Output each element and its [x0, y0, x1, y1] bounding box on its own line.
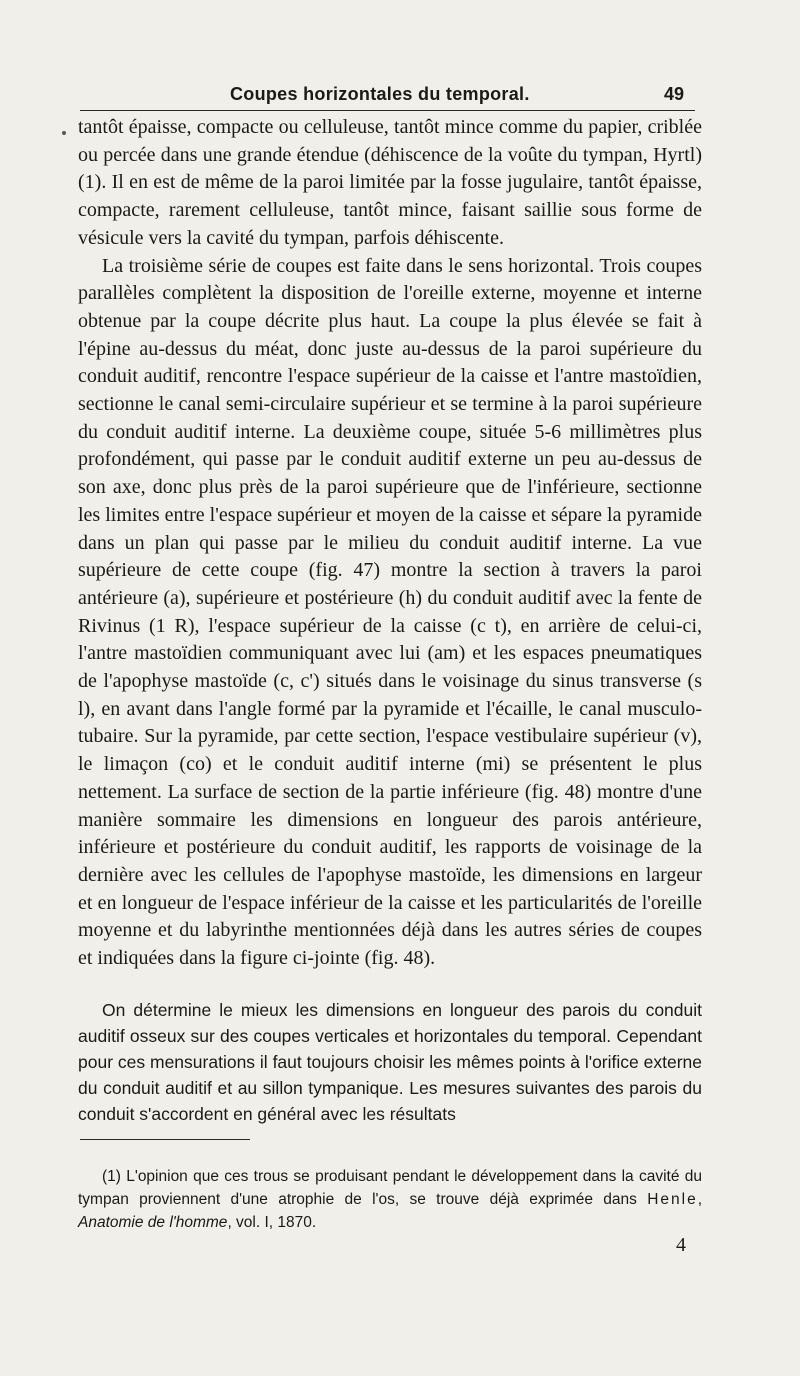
running-title: Coupes horizontales du temporal.	[230, 84, 530, 104]
footnote-source: Anatomie de l'homme	[78, 1213, 228, 1231]
signature-mark: 4	[676, 1234, 686, 1256]
main-text	[78, 114, 702, 973]
paragraph-1: tantôt épaisse, compacte ou celluleuse, tantôt mince comme du papier, criblée ou percée dans une grande étendue (déhiscence de la voûte du tympan, Hyrtl) (1). Il en est de même de la paroi limitée par la fosse jugulaire, tantôt épaisse, compacte, rarement celluleuse, tantôt mince, faisant saillie sous forme de vésicule vers la cavité du tympan, parfois déhiscente.	[78, 116, 702, 249]
footnote-tail: , vol. I, 1870.	[227, 1213, 317, 1231]
footnote: (1) L'opinion que ces trous se produisant pendant le développement dans la cavité du tympan proviennent d'une atrophie de l'os, se trouve déjà exprimée dans Henle, Anatomie de l'homme, vol. I, 1870.	[78, 1167, 702, 1231]
header-rule	[80, 110, 695, 111]
small-paragraph: On détermine le mieux les dimensions en longueur des parois du conduit auditif osseux sur des coupes verticales et horizontales du temporal. Cependant pour ces mensurations il faut toujours choisir les mêmes points à l'orifice externe du conduit auditif et au sillon tympanique. Les mesures suivantes des parois du conduit s'accordent en général avec les résultats	[78, 999, 702, 1124]
footnote-text: (1) L'opinion que ces trous se produisant pendant le développement dans la cavité du tympan proviennent d'une atrophie de l'os, se trouve déjà exprimée dans	[78, 1167, 702, 1208]
page-number: 49	[663, 84, 684, 104]
footnote-author: Henle	[647, 1190, 698, 1208]
margin-dot	[62, 131, 66, 135]
paragraph-2: La troisième série de coupes est faite dans le sens horizontal. Trois coupes parallèles complètent la disposition de l'oreille externe, moyenne et interne obtenue par la coupe décrite plus haut. La coupe la plus élevée se fait à l'épine au-dessus du méat, donc juste au-dessus de la paroi supérieure du conduit auditif, rencontre l'espace supérieur de la caisse et l'antre mastoïdien, sectionne le canal semi-circulaire supérieur et se termine à la paroi supérieure du conduit auditif interne. La deuxième coupe, située 5-6 millimètres plus profondément, qui passe par le conduit auditif externe un peu au-dessus de son axe, donc plus près de la paroi supérieure que de l'inférieure, sectionne les limites entre l'espace supérieur et moyen de la caisse et sépare la pyramide dans un plan qui passe par le milieu du conduit auditif interne. La vue supérieure de cette coupe (fig. 47) montre la section à travers la paroi antérieure (a), supérieure et postérieure (h) du conduit auditif avec la fente de Rivinus (1 R), l'espace supérieur de la caisse (c t), en arrière de celui-ci, l'antre mastoïdien communiquant avec lui (am) et les espaces pneumatiques de l'apophyse mastoïde (c, c') situés dans le voisinage du sinus transverse (s l), en avant dans l'angle formé par la pyramide et l'écaille, le canal musculo-tubaire. Sur la pyramide, par cette section, l'espace vestibulaire supérieur (v), le limaçon (co) et le conduit auditif interne (mi) se présentent le plus nettement. La surface de section de la partie inférieure (fig. 48) montre d'une manière sommaire les dimensions en longueur des parois antérieure, inférieure et postérieure du conduit auditif, les rapports de voisinage de la dernière avec les cellules de l'apophyse mastoïde, les dimensions en largeur et en longueur de l'espace inférieur de la caisse et les particularités de l'oreille moyenne et du labyrinthe mentionnées déjà dans les autres séries de coupes et indiquées dans la figure ci-jointe (fig. 48).	[78, 254, 702, 970]
footnote-rule	[80, 1139, 250, 1140]
running-header	[230, 84, 684, 108]
